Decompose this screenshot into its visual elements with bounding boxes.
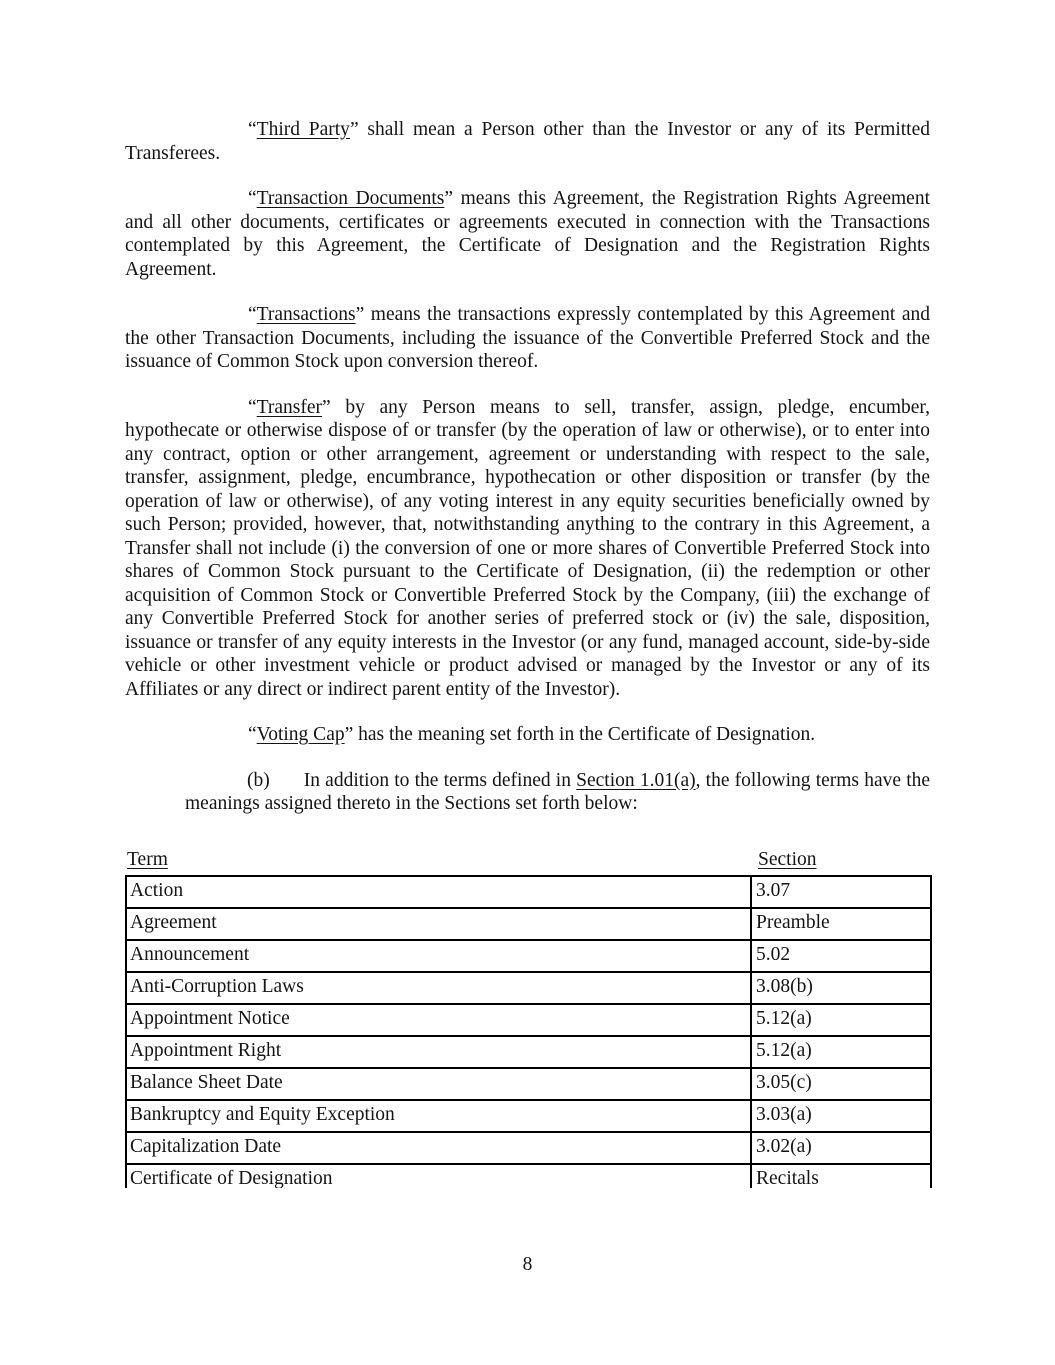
open-quote: “ bbox=[248, 304, 257, 325]
definition-transfer bbox=[125, 396, 930, 702]
paragraph-b-text: In addition to the terms defined in bbox=[303, 769, 577, 791]
term-cell: Balance Sheet Date bbox=[127, 1069, 752, 1099]
table-row bbox=[127, 1165, 930, 1188]
definition-voting-cap bbox=[125, 723, 930, 747]
definition-transaction-documents bbox=[125, 187, 930, 281]
defined-term: Voting Cap bbox=[256, 724, 345, 745]
table-row bbox=[127, 909, 930, 941]
section-cell: 3.02(a) bbox=[756, 1136, 812, 1157]
definition-transactions bbox=[125, 303, 930, 374]
page-number: 8 bbox=[522, 1254, 533, 1275]
table-header-section-label: Section bbox=[758, 848, 817, 870]
section-cell: Preamble bbox=[756, 912, 830, 933]
term-cell: Anti-Corruption Laws bbox=[127, 973, 752, 1003]
table-row bbox=[127, 1069, 930, 1101]
term-cell: Action bbox=[127, 877, 752, 907]
table-header-section bbox=[754, 848, 817, 872]
section-cell: 3.03(a) bbox=[756, 1104, 812, 1125]
section-cell: 3.05(c) bbox=[756, 1072, 812, 1093]
section-cell: 5.12(a) bbox=[756, 1040, 812, 1061]
paragraph-b-text: , the following terms have the meanings assigned thereto in the Sections set forth below: bbox=[185, 769, 931, 814]
table-row bbox=[127, 1005, 930, 1037]
open-quote: “ bbox=[248, 188, 257, 209]
definition-text: ” shall mean a Person other than the Investor or any of its Permitted Transferees. bbox=[125, 119, 930, 164]
section-cell: 5.02 bbox=[756, 944, 791, 965]
defined-term: Transfer bbox=[256, 396, 323, 418]
term-cell: Certificate of Designation bbox=[127, 1165, 752, 1188]
table-row bbox=[127, 973, 930, 1005]
table-row bbox=[127, 1101, 930, 1133]
table-header-term bbox=[125, 848, 754, 872]
term-cell: Appointment Right bbox=[127, 1037, 752, 1067]
table-header-term-label: Term bbox=[127, 848, 168, 870]
table-row bbox=[127, 941, 930, 973]
term-cell: Agreement bbox=[127, 909, 752, 939]
definition-text: ” has the meaning set forth in the Certificate of Designation. bbox=[344, 724, 816, 745]
table-row bbox=[127, 1133, 930, 1165]
open-quote: “ bbox=[248, 396, 257, 418]
defined-term: Third Party bbox=[256, 119, 350, 140]
definition-text: ” means this Agreement, the Registration Rights Agreement and all other documents, certificates or agreements executed in connection with the Transactions contemplated by this Agreement, the Certificate of Designation and the Registration Rights Agreement. bbox=[125, 188, 930, 280]
term-cell: Capitalization Date bbox=[127, 1133, 752, 1163]
defined-term: Transaction Documents bbox=[256, 188, 445, 209]
section-cell: 3.07 bbox=[756, 880, 791, 901]
section-cell: Recitals bbox=[756, 1168, 819, 1188]
open-quote: “ bbox=[248, 724, 257, 745]
term-cell: Announcement bbox=[127, 941, 752, 971]
definition-third-party bbox=[125, 118, 930, 165]
defined-term: Transactions bbox=[256, 304, 356, 325]
table-row bbox=[127, 877, 930, 909]
paragraph-b bbox=[185, 769, 930, 816]
terms-table bbox=[125, 875, 932, 1188]
paragraph-b-label: (b) bbox=[247, 769, 270, 791]
section-cell: 3.08(b) bbox=[756, 976, 813, 997]
section-cross-reference: Section 1.01(a) bbox=[576, 769, 696, 791]
definition-text: ” means the transactions expressly contemplated by this Agreement and the other Transaction Documents, including the issuance of the Convertible Preferred Stock and the issuance of Common Stock upon conversion thereof. bbox=[125, 304, 930, 372]
definition-text: ” by any Person means to sell, transfer, assign, pledge, encumber, hypothecate or otherwise dispose of or transfer (by the operation of law or otherwise), or to enter into any contract, option or other arrangement, agreement or understanding with respect to the sale, transfer, assignment, pledge, encumbrance, hypothecation or other disposition or transfer (by the operation of law or otherwise), of any voting interest in any equity securities beneficially owned by such Person; provided, however, that, notwithstanding anything to the contrary in this Agreement, a Transfer shall not include (i) the conversion of one or more shares of Convertible Preferred Stock into shares of Common Stock pursuant to the Certificate of Designation, (ii) the redemption or other acquisition of Common Stock or Convertible Preferred Stock by the Company, (iii) the exchange of any Convertible Preferred Stock for another series of preferred stock or (iv) the sale, disposition, issuance or transfer of any equity interests in the Investor (or any fund, managed account, side-by-side vehicle or other investment vehicle or product advised or managed by the Investor or any of its Affiliates or any direct or indirect parent entity of the Investor). bbox=[125, 396, 930, 700]
term-cell: Bankruptcy and Equity Exception bbox=[127, 1101, 752, 1131]
table-row bbox=[127, 1037, 930, 1069]
table-header-row bbox=[125, 848, 930, 872]
section-cell: 5.12(a) bbox=[756, 1008, 812, 1029]
open-quote: “ bbox=[248, 119, 257, 140]
term-cell: Appointment Notice bbox=[127, 1005, 752, 1035]
